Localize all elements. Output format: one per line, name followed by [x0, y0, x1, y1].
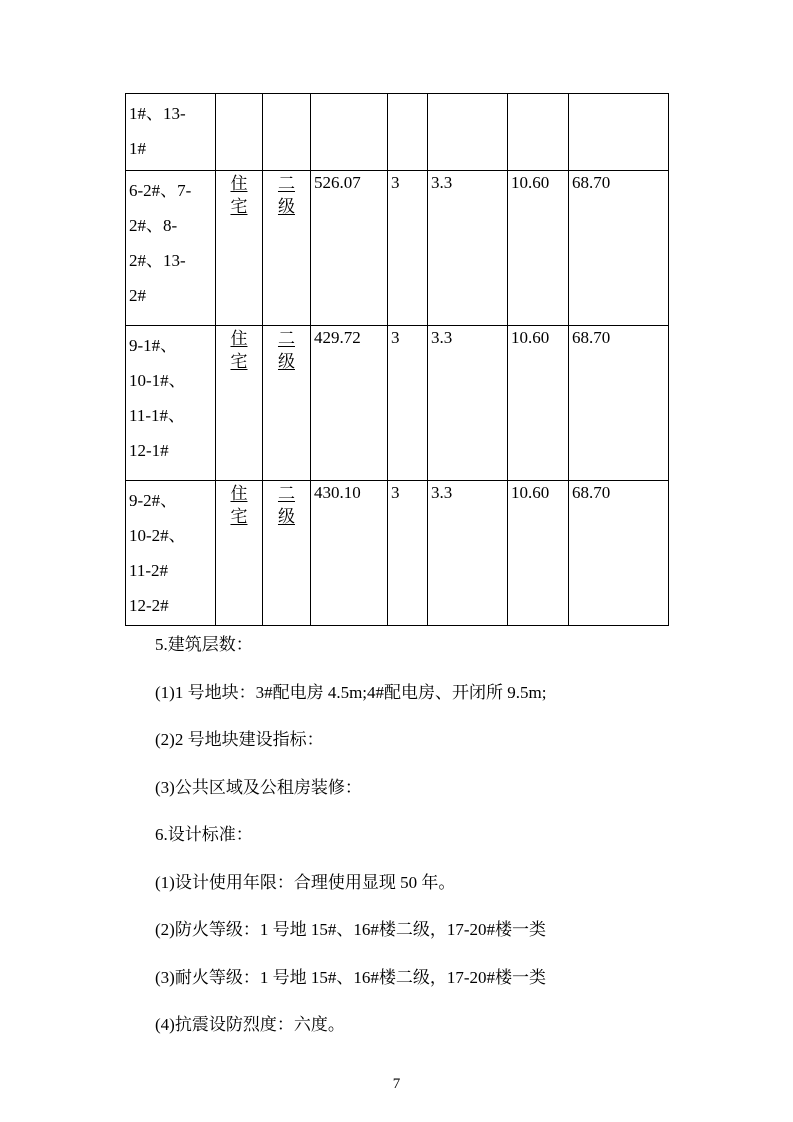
building-name-line: 1#、13-: [129, 104, 186, 123]
grade-text: 二级: [277, 484, 295, 526]
cell-last: 68.70: [569, 171, 669, 326]
paragraph-line: (2)防火等级：1 号地 15#、16#楼二级，17-20#楼一类: [155, 920, 546, 939]
cell-building-height: 10.60: [508, 481, 569, 626]
paragraph-line: (4)抗震设防烈度：六度。: [155, 1015, 345, 1034]
paragraph-line: (3)公共区域及公租房装修：: [155, 777, 362, 797]
cell-building-names: [126, 171, 216, 326]
building-name-line: 12-1#: [129, 441, 169, 460]
building-name-line: 9-1#、: [129, 336, 178, 355]
cell-building-height: [508, 94, 569, 171]
cell-last: 68.70: [569, 326, 669, 481]
page-number: 7: [392, 1076, 401, 1092]
table-row: [126, 481, 669, 626]
cell-grade: [263, 326, 311, 481]
building-name-line: 6-2#、7-: [129, 181, 192, 200]
building-spec-table: [125, 93, 669, 626]
cell-last: 68.70: [569, 481, 669, 626]
usage-text: 住宅: [230, 329, 248, 371]
cell-usage: [216, 481, 263, 626]
paragraph-line: 6.设计标准：: [155, 825, 253, 844]
building-name-line: 11-1#、: [129, 406, 186, 425]
cell-floors: [388, 94, 428, 171]
cell-grade: [263, 94, 311, 171]
body-text: [155, 621, 733, 1049]
building-name-line: 2#、8-: [129, 216, 178, 235]
cell-floors: 3: [388, 481, 428, 626]
building-name-line: 2#: [129, 286, 146, 305]
table-row: [126, 326, 669, 481]
cell-last: [569, 94, 669, 171]
cell-floor-height: 3.3: [428, 171, 508, 326]
paragraph-line: (3)耐火等级：1 号地 15#、16#楼二级，17-20#楼一类: [155, 967, 546, 987]
cell-area: [311, 94, 388, 171]
building-name-line: 11-2#: [129, 561, 169, 580]
cell-floor-height: 3.3: [428, 481, 508, 626]
cell-usage: [216, 171, 263, 326]
cell-building-names: [126, 94, 216, 171]
table-row: [126, 171, 669, 326]
building-name-line: 10-1#、: [129, 371, 186, 390]
paragraph-line: (1)1 号地块：3#配电房 4.5m;4#配电房、开闭所 9.5m;: [155, 682, 547, 702]
building-name-line: 10-2#、: [129, 526, 186, 545]
building-name-line: 2#、13-: [129, 251, 186, 270]
cell-building-height: 10.60: [508, 171, 569, 326]
paragraph-line: (2)2 号地块建设指标：: [155, 730, 324, 749]
grade-text: 二级: [277, 329, 295, 371]
cell-area: 430.10: [311, 481, 388, 626]
building-name-line: 9-2#、: [129, 491, 178, 510]
cell-building-names: [126, 481, 216, 626]
cell-floor-height: 3.3: [428, 326, 508, 481]
cell-floor-height: [428, 94, 508, 171]
grade-text: 二级: [277, 174, 295, 216]
table-row: [126, 94, 669, 171]
building-name-line: 12-2#: [129, 596, 169, 615]
cell-grade: [263, 481, 311, 626]
building-name-line: 1#: [129, 139, 146, 158]
cell-floors: 3: [388, 326, 428, 481]
cell-building-names: [126, 326, 216, 481]
paragraph-line: (1)设计使用年限：合理使用显现 50 年。: [155, 872, 456, 892]
cell-floors: 3: [388, 171, 428, 326]
usage-text: 住宅: [230, 174, 248, 216]
cell-building-height: 10.60: [508, 326, 569, 481]
cell-area: 526.07: [311, 171, 388, 326]
cell-area: 429.72: [311, 326, 388, 481]
cell-usage: [216, 94, 263, 171]
usage-text: 住宅: [230, 484, 248, 526]
cell-grade: [263, 171, 311, 326]
cell-usage: [216, 326, 263, 481]
paragraph-line: 5.建筑层数：: [155, 635, 253, 654]
